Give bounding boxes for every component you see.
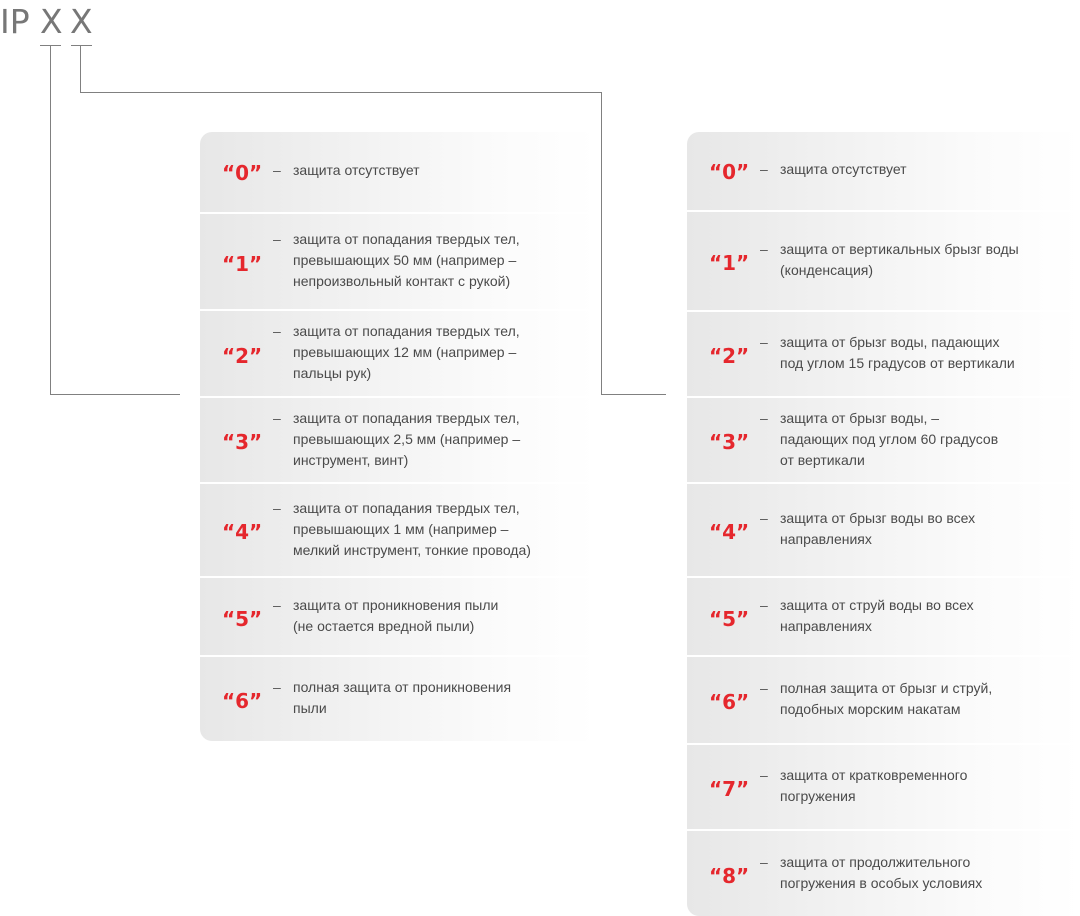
description-line: защита от попадания твердых тел,: [293, 323, 520, 339]
protection-level-description: [780, 239, 1076, 281]
description-line: защита от струй воды во всех: [780, 597, 974, 613]
protection-level-code: “5”: [709, 607, 750, 631]
protection-level-code: “1”: [222, 252, 263, 276]
description-line: погружения в особых условиях: [780, 875, 983, 891]
protection-level-row: [200, 212, 597, 311]
description-line: защита от попадания твердых тел,: [293, 500, 520, 516]
first-digit-placeholder: X: [40, 2, 63, 41]
protection-level-row: [200, 482, 597, 578]
protection-level-row: [200, 576, 597, 657]
solids-protection-table: [200, 132, 597, 741]
description-line: под углом 15 градусов от вертикали: [780, 355, 1015, 371]
protection-level-code: “0”: [222, 161, 263, 185]
dash-separator: –: [273, 231, 281, 247]
description-line: защита отсутствует: [780, 161, 907, 177]
description-line: (не остается вредной пыли): [293, 618, 475, 634]
protection-level-description: [780, 332, 1076, 374]
protection-level-code: “3”: [709, 430, 750, 454]
description-line: (конденсация): [780, 262, 874, 278]
dash-separator: –: [760, 410, 768, 426]
protection-level-description: [293, 160, 593, 181]
description-line: превышающих 12 мм (например –: [293, 344, 517, 360]
description-line: направлениях: [780, 618, 872, 634]
protection-level-row: [687, 396, 1080, 484]
second-digit-placeholder: X: [70, 2, 93, 41]
protection-level-row: [687, 310, 1080, 398]
description-line: пальцы рук): [293, 365, 372, 381]
dash-separator: –: [760, 854, 768, 870]
dash-separator: –: [760, 510, 768, 526]
dash-separator: –: [760, 334, 768, 350]
description-line: защита от брызг воды, –: [780, 410, 940, 426]
protection-level-description: [293, 321, 593, 384]
dash-separator: –: [273, 162, 281, 178]
dash-separator: –: [760, 767, 768, 783]
description-line: превышающих 1 мм (например –: [293, 521, 509, 537]
protection-level-description: [293, 408, 593, 471]
description-line: защита от вертикальных брызг воды: [780, 241, 1019, 257]
protection-level-code: “1”: [709, 251, 750, 275]
ip-code-title: [0, 2, 93, 162]
description-line: мелкий инструмент, тонкие провода): [293, 542, 531, 558]
protection-level-description: [780, 765, 1076, 807]
dash-separator: –: [760, 241, 768, 257]
description-line: полная защита от проникновения: [293, 679, 512, 695]
ip-prefix: IP: [0, 2, 30, 41]
description-line: инструмент, винт): [293, 452, 409, 468]
dash-separator: –: [760, 161, 768, 177]
description-line: от вертикали: [780, 452, 865, 468]
description-line: защита отсутствует: [293, 162, 420, 178]
dash-separator: –: [273, 679, 281, 695]
protection-level-row: [687, 829, 1080, 916]
description-line: падающих под углом 60 градусов: [780, 431, 999, 447]
protection-level-row: [687, 743, 1080, 831]
dash-separator: –: [760, 597, 768, 613]
dash-separator: –: [273, 410, 281, 426]
protection-level-description: [780, 508, 1076, 550]
protection-level-row: [200, 132, 597, 212]
protection-level-code: “8”: [709, 864, 750, 888]
protection-level-row: [200, 309, 597, 398]
protection-level-code: “6”: [222, 689, 263, 713]
protection-level-row: [200, 655, 597, 741]
dash-separator: –: [273, 597, 281, 613]
protection-level-row: [687, 655, 1080, 745]
description-line: защита от брызг воды во всех: [780, 510, 976, 526]
protection-level-description: [293, 229, 593, 292]
protection-level-row: [200, 396, 597, 484]
protection-level-code: “7”: [709, 777, 750, 801]
protection-level-description: [293, 595, 593, 637]
description-line: защита от попадания твердых тел,: [293, 231, 520, 247]
protection-level-description: [293, 677, 593, 719]
protection-level-code: “0”: [709, 160, 750, 184]
water-protection-table: [687, 132, 1080, 916]
protection-level-description: [780, 159, 1076, 180]
description-line: подобных морским накатам: [780, 701, 961, 717]
description-line: защита от кратковременного: [780, 767, 968, 783]
protection-level-description: [780, 678, 1076, 720]
protection-level-code: “3”: [222, 430, 263, 454]
description-line: направлениях: [780, 531, 872, 547]
description-line: защита от продолжительного: [780, 854, 971, 870]
protection-level-description: [293, 498, 593, 561]
description-line: защита от проникновения пыли: [293, 597, 499, 613]
description-line: превышающих 50 мм (например –: [293, 252, 517, 268]
protection-level-code: “5”: [222, 607, 263, 631]
description-line: непроизвольный контакт с рукой): [293, 273, 511, 289]
first-digit-connector: [51, 45, 181, 395]
dash-separator: –: [273, 500, 281, 516]
description-line: защита от брызг воды, падающих: [780, 334, 1000, 350]
description-line: пыли: [293, 700, 327, 716]
protection-level-description: [780, 408, 1076, 471]
protection-level-row: [687, 132, 1080, 210]
description-line: полная защита от брызг и струй,: [780, 680, 993, 696]
protection-level-code: “6”: [709, 690, 750, 714]
description-line: превышающих 2,5 мм (например –: [293, 431, 521, 447]
protection-level-code: “2”: [222, 344, 263, 368]
dash-separator: –: [760, 680, 768, 696]
description-line: погружения: [780, 788, 856, 804]
protection-level-row: [687, 576, 1080, 657]
protection-level-description: [780, 852, 1076, 894]
protection-level-code: “4”: [222, 520, 263, 544]
protection-level-code: “4”: [709, 520, 750, 544]
protection-level-code: “2”: [709, 344, 750, 368]
protection-level-row: [687, 210, 1080, 312]
dash-separator: –: [273, 323, 281, 339]
description-line: защита от попадания твердых тел,: [293, 410, 520, 426]
protection-level-description: [780, 595, 1076, 637]
protection-level-row: [687, 482, 1080, 578]
